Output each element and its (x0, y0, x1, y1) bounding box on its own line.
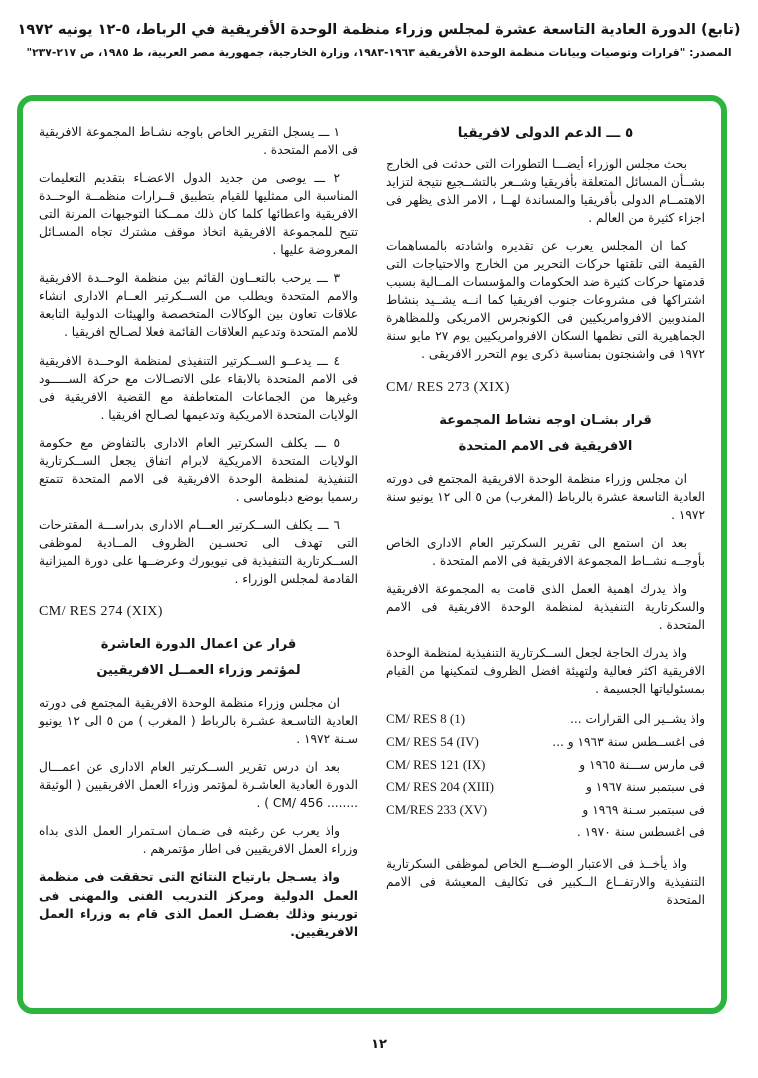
paragraph: واذ يسـجل بارتياح النتائج التى تحققت فى منظمة العمل الدولية ومركز التدريب الفنى والمهنى فى تورينو وذلك بفضـل العمل الذى قام به وزراء العمل الافريقيين. (39, 870, 358, 939)
column-right (386, 123, 705, 998)
paragraph: بحث مجلس الوزراء أيضـــا التطورات التى حدثت فى الخارج بشــأن المسائل المتعلقة بأفريقيا وشــعر بالتشــجيع نتيجة لتزايد الاهتمــام الدولى بأفريقيا والمساندة لهــا ، الامر الذى يظهر فى اجزاء كثيرة من العالم . (386, 157, 705, 226)
resolution-code-274: CM/ RES 274 (XIX) (39, 604, 163, 620)
page-number: ١٢ (371, 1037, 387, 1052)
resolution-ref-row (386, 799, 705, 822)
resolution-title-273 (386, 408, 705, 460)
column-left (39, 123, 358, 998)
clause-paragraph: ١ ـــ يسجل التقرير الخاص باوجه نشـاط المجموعة الافريقية فى الامم المتحدة . (39, 125, 358, 158)
resolution-title-274 (39, 632, 358, 684)
resolution-references-list (386, 708, 705, 843)
resolution-ref-row (386, 708, 705, 731)
resolution-ref-row (386, 776, 705, 799)
resolution-ref-code: CM/ RES 54 (IV) (386, 733, 479, 749)
paragraph: بعد ان استمع الى تقرير السكرتير العام الادارى الخاص بأوجــه نشــاط المجموعة الافريقية فى الامم المتحدة . (386, 535, 705, 568)
resolution-ref-code: CM/ RES 8 (1) (386, 711, 466, 727)
resolution-code-273: CM/ RES 273 (XIX) (386, 379, 510, 395)
paragraph: واذ يأخــذ فى الاعتبار الوضـــع الخاص لموظفى السكرتارية التنفيذية والارتفــاع الــكبير فى تكاليف المعيشة فى الامم المتحدة (386, 857, 705, 908)
resolution-ref-text: فى اغسطس سنة ١٩٧٠ . (576, 824, 705, 839)
resolution-title-line: قرار بشـان اوجه نشاط المجموعة (439, 412, 652, 428)
paragraph: ان مجلس وزراء منظمة الوحدة الافريقية المجتمع فى دورته العادية التاسعة عشرة بالرباط (المغرب) من ٥ الى ١٢ يونيو سنة ١٩٧٢ . (385, 471, 705, 522)
content-frame (17, 95, 727, 1014)
page-header (0, 0, 758, 59)
paragraph: كما ان المجلس يعرب عن تقديره واشادته بالمساهمات القيمة التى تلقتها حركات التحرير من الخارج والاحتياجات التى قدمتها حركات كثيرة ضد الحكومات والمؤسسات المــالية بسبب اشتراكها فى مشروعات جنوب افريقيا كما انــه يشــيد بنشاط المندوبين الافروامريكيين فى الكونجرس الامريكى وللمظاهرة الجماهيرية التى نظمها السكان الافروامريكيين يوم ٢٧ مايو سنة ١٩٧٢ فى واشنجتون بمناسبة ذكرى يوم التحرر الافريقى . (386, 239, 705, 362)
paragraph: ان مجلس وزراء منظمة الوحدة الافريقية المجتمع فى دورته العادية التاسـعة عشـرة بالرباط ( المغرب ) من ٥ الى ١٢ يونيو سـنة ١٩٧٢ . (39, 696, 358, 747)
resolution-ref-row (386, 731, 705, 754)
resolution-title-line: قرار عن اعمال الدورة العاشرة (100, 637, 297, 653)
paragraph: واذ يدرك الحاجة لجعل الســكرتارية التنفيذية لمنظمة الوحدة الافريقية اكثر فعالية ولتهيئة افضل الظروف لتمكينها من القيام بمسئولياتها الجسيمة . (386, 645, 705, 696)
resolution-ref-code: CM/ RES 204 (XIII) (386, 779, 494, 795)
resolution-ref-row (386, 822, 705, 843)
clause-paragraph: ٥ ـــ يكلف السكرتير العام الادارى بالتفاوض مع حكومة الولايات المتحدة الامريكية لابرام اتفاق يجعل الســكرتارية التنفيذية لمنظمة الوحدة الافريقية فى الامم المتحدة تتمتع رسميا بوضع دبلوماسى . (39, 435, 358, 504)
clause-paragraph: ٢ ـــ يوصى من جديد الدول الاعضـاء بتقديم التعليمات المناسبة الى ممثليها للقيام بتطبيق قــرارات منظمــة الوحــدة الافريقية واعطائها كلما كان ذلك ممــكنا التوجيهات المرنة التى تتيح للمجموعة الافريقية اتخاذ موقف مشترك تجاه المسـائل المعروضة عليها . (39, 171, 358, 258)
two-column-layout (39, 123, 705, 998)
resolution-ref-text: واذ يشــير الى القرارات ... (569, 712, 705, 727)
clause-paragraph: ٣ ـــ يرحب بالتعــاون القائم بين منظمة الوحــدة الافريقية والامم المتحدة ويطلب من الســكرتير العــام الادارى انشاء علاقات تعاون بين الوكالات المتخصصة والهيئات الدولية التابعة للامم المتحدة وتدعيم العلاقات القائمة فعلا لصـالح افريقيا . (39, 271, 358, 340)
resolution-ref-text: فى سبتمبر سنة ١٩٦٧ و (586, 780, 705, 795)
clause-paragraph: ٤ ـــ يدعــو الســكرتير التنفيذى لمنظمة الوحــدة الافريقية فى الامم المتحدة بالابقاء على الاتصـالات مع حركة الســـــود وغيرها من الجماعات المتعاطفة مع القضية الافريقية فى الولايات المتحدة الامريكية وتدعيمها لصـالح افريقيا . (39, 353, 358, 422)
resolution-ref-code: CM/ RES 121 (IX) (386, 756, 486, 772)
page-title: (تابع) الدورة العادية التاسعة عشرة لمجلس وزراء منظمة الوحدة الأفريقية في الرباط، ٥-١٢ يونيه ١٩٧٢ (17, 22, 741, 38)
paragraph: بعد ان درس تقرير الســكرتير العام الادارى عن اعمـــال الدورة العادية العاشـرة لمؤتمر وزراء العمل الافريقيين ( الوثيقة ........ CM/ 456 ) . (39, 760, 358, 811)
resolution-ref-row (386, 754, 705, 777)
source-citation: المصدر: "قرارات وتوصيات وبيانات منظمة الوحدة الأفريقية ١٩٦٣-١٩٨٣، وزارة الخارجية، جمهورية مصر العربية، ط ١٩٨٥، ص ٢١٧-٢٣٧" (26, 46, 732, 59)
resolution-ref-text: فى اغســطس سنة ١٩٦٣ و ... (552, 734, 705, 749)
resolution-title-line: لمؤتمر وزراء العمــل الافريقيين (96, 663, 301, 679)
section-heading-international-support: ٥ ـــ الدعم الدولى لافريقيا (457, 125, 634, 141)
resolution-ref-code: CM/RES 233 (XV) (386, 802, 488, 818)
resolution-ref-text: فى مارس ســـنة ١٩٦٥ و (579, 757, 705, 772)
resolution-ref-text: فى سبتمبر سـنة ١٩٦٩ و (582, 803, 705, 818)
clause-paragraph: ٦ ـــ يكلف الســكرتير العـــام الادارى بدراســـة المقترحات التى تهدف الى تحسـين الظروف المــادية لموظفى الســكرتارية التنفيذية فى نيويورك وعرضــها على دورة الميزانية القادمة لمجلس الوزراء . (39, 517, 358, 587)
paragraph: واذ يدرك اهمية العمل الذى قامت به المجموعة الافريقية والسكرتارية التنفيذية لمنظمة الوحدة الافريقية فى الامم المتحدة . (386, 581, 705, 632)
resolution-title-line: الافريقية فى الامم المتحدة (458, 438, 633, 454)
paragraph: واذ يعرب عن رغبته فى ضـمان اسـتمرار العمل الذى بداه وزراء العمل الافريقيين فى اطار مؤتمرهم . (39, 824, 358, 857)
